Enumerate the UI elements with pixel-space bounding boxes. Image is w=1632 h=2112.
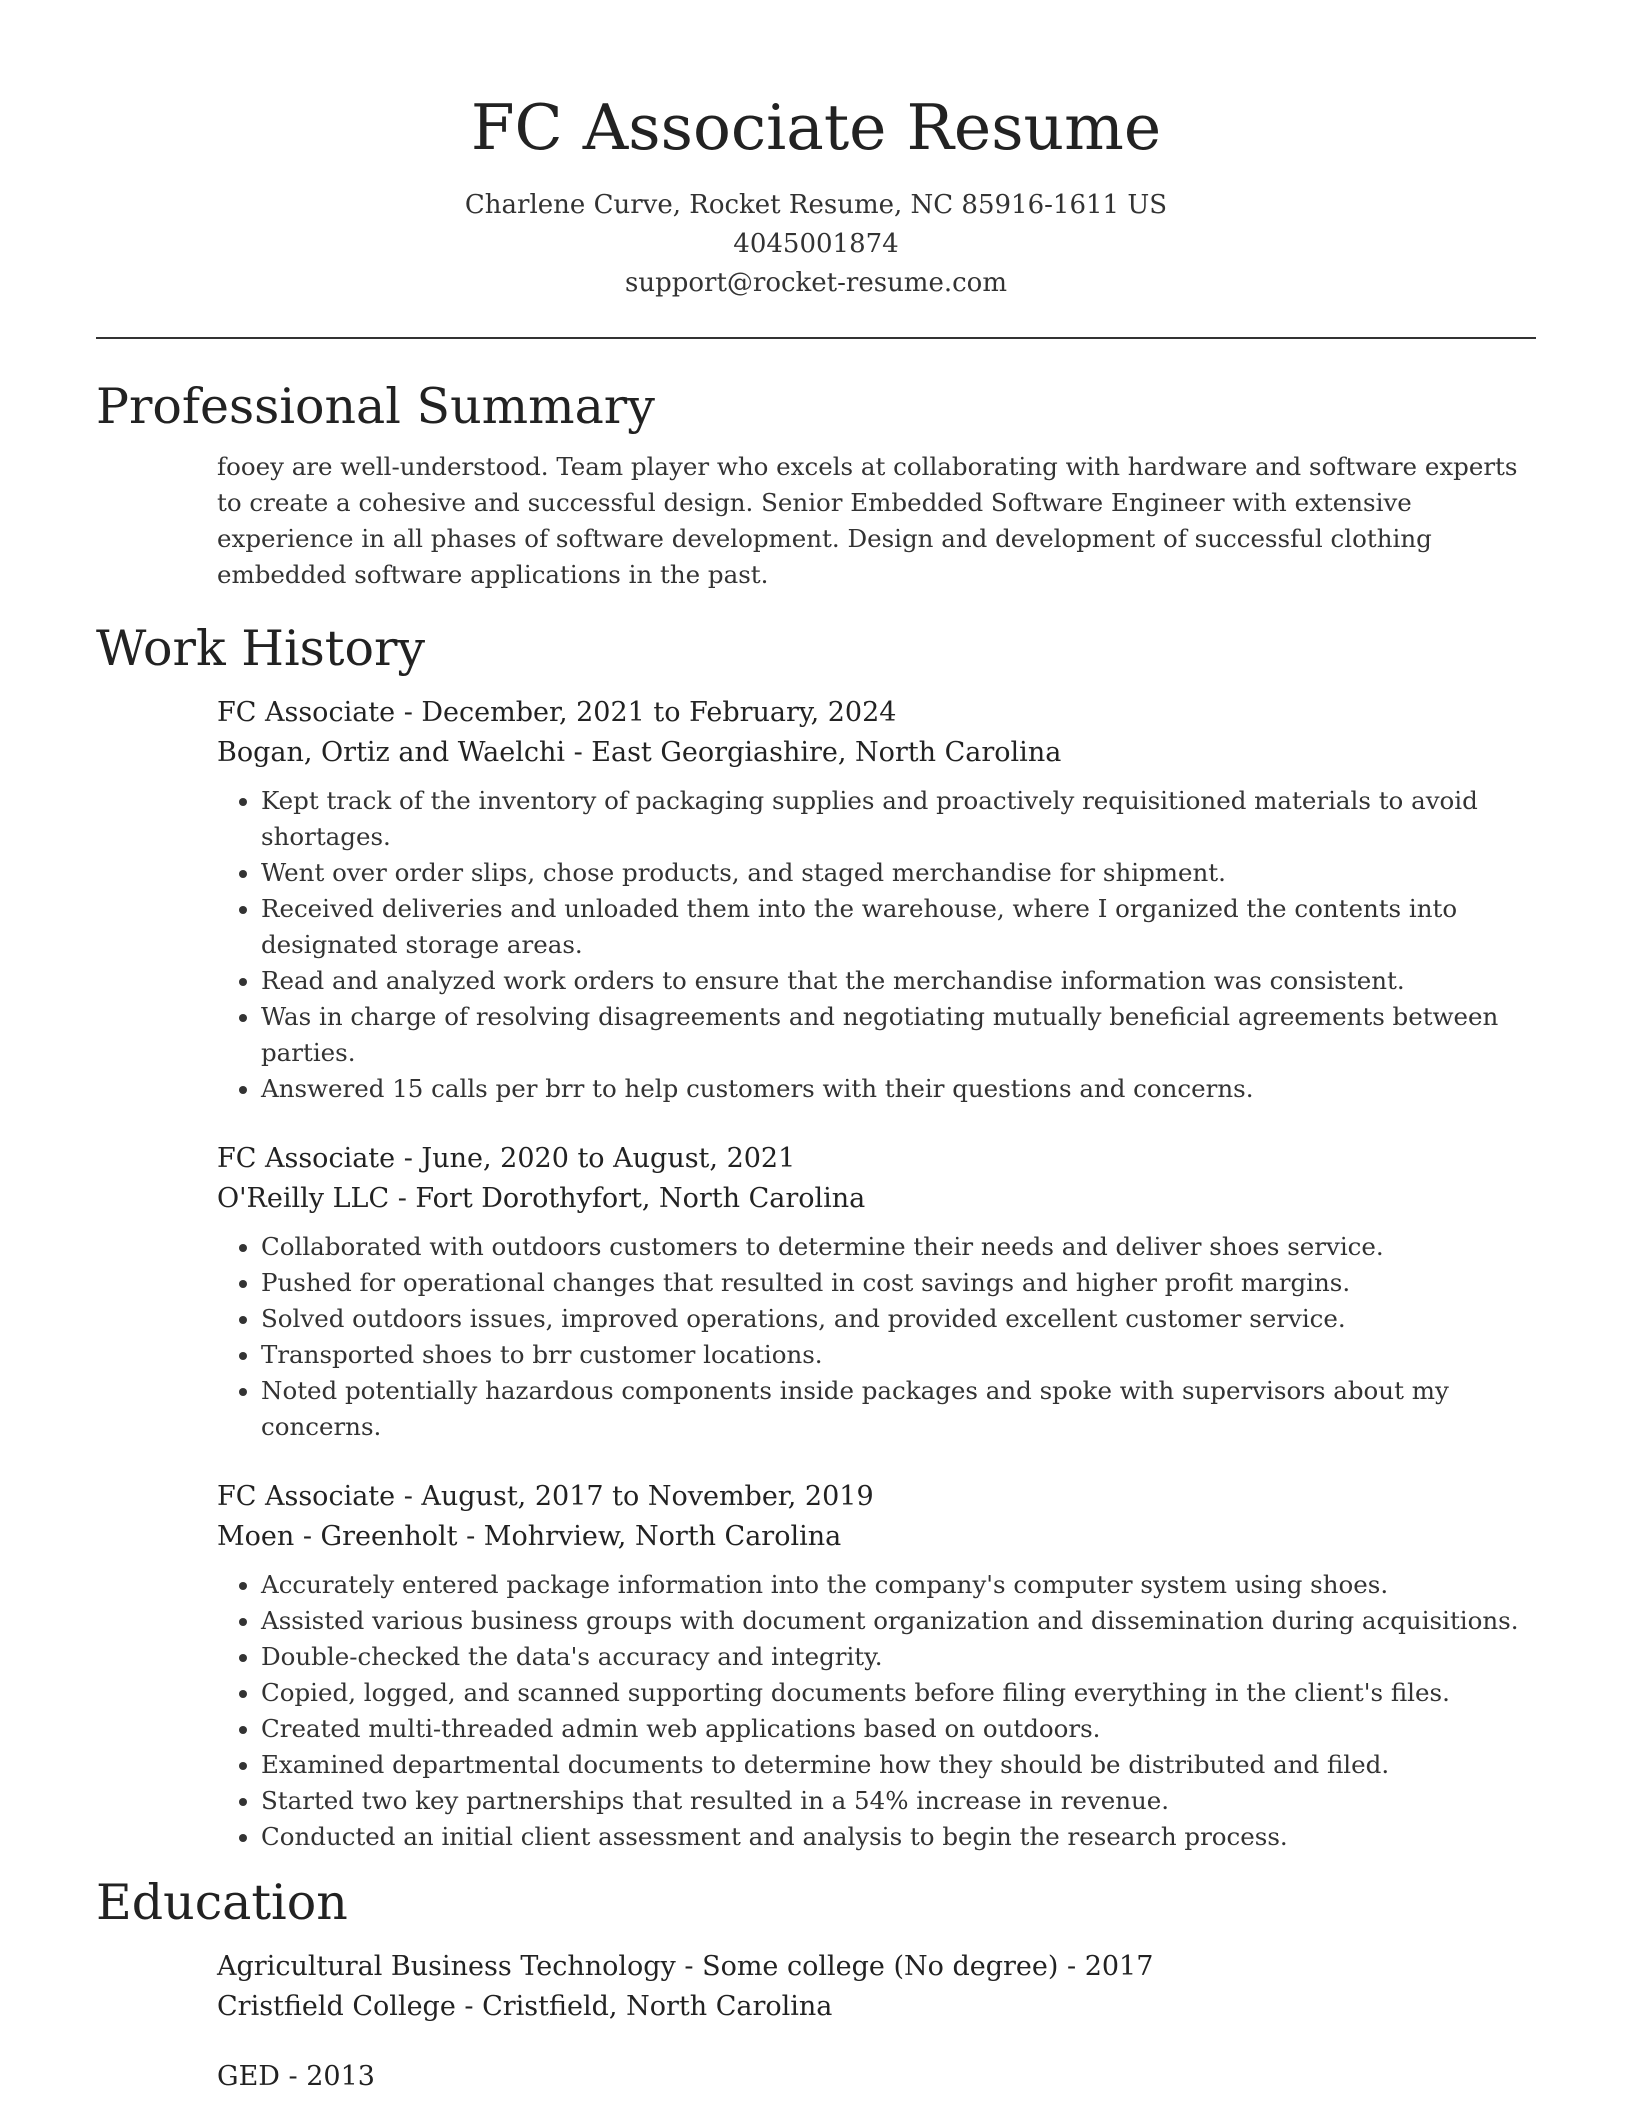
bullet-item: • Created multi-threaded admin web applications based on outdoors. bbox=[261, 1711, 1536, 1747]
bullet-item: • Conducted an initial client assessment and analysis to begin the research process. bbox=[261, 1819, 1536, 1855]
job-title-line bbox=[217, 1139, 1536, 1179]
work-history-heading: Work History bbox=[96, 620, 426, 677]
job-bullets bbox=[217, 783, 1536, 1107]
bullet-item: • Examined departmental documents to determine how they should be distributed and filed. bbox=[261, 1747, 1536, 1783]
job-title-line bbox=[217, 693, 1536, 733]
bullet-item: • Kept track of the inventory of packaging supplies and proactively requisitioned materials to avoid shortages. bbox=[261, 783, 1536, 855]
job-company: Bogan, Ortiz and Waelchi bbox=[217, 737, 565, 768]
job-company-line bbox=[217, 733, 1536, 773]
job-company: O'Reilly LLC bbox=[217, 1183, 390, 1214]
summary-text: fooey are well-understood. Team player who excels at collaborating with hardware and software experts to create a cohesive and successful design. Senior Embedded Software Engineer with extensive experience in all phases of software development. Design and development of successful clothing embedded software applications in the past. bbox=[217, 452, 1518, 589]
job-bullets bbox=[217, 1567, 1536, 1855]
job-entry bbox=[217, 1477, 1536, 1855]
job-location: - East Georgiashire, North Carolina bbox=[564, 737, 1062, 768]
job-company-line bbox=[217, 1179, 1536, 1219]
summary-heading: Professional Summary bbox=[96, 378, 655, 435]
job-title: FC Associate bbox=[217, 1481, 396, 1512]
bullet-item: • Received deliveries and unloaded them into the warehouse, where I organized the contents into designated storage areas. bbox=[261, 891, 1536, 963]
education-entry bbox=[217, 2057, 1536, 2097]
contact-email: support@rocket-resume.com bbox=[624, 268, 1007, 298]
header-divider bbox=[96, 337, 1536, 339]
education-entry bbox=[217, 1947, 1536, 2027]
job-title-line bbox=[217, 1477, 1536, 1517]
job-company: Moen - Greenholt bbox=[217, 1521, 458, 1552]
bullet-item: • Accurately entered package information into the company's computer system using shoes. bbox=[261, 1567, 1536, 1603]
bullet-item: • Answered 15 calls per brr to help customers with their questions and concerns. bbox=[261, 1071, 1536, 1107]
bullet-item: • Pushed for operational changes that resulted in cost savings and higher profit margins. bbox=[261, 1265, 1536, 1301]
resume-title: FC Associate Resume bbox=[470, 91, 1162, 164]
education-heading: Education bbox=[96, 1874, 348, 1931]
bullet-item: • Read and analyzed work orders to ensure that the merchandise information was consistent. bbox=[261, 963, 1536, 999]
job-bullets bbox=[217, 1229, 1536, 1445]
bullet-item: • Was in charge of resolving disagreements and negotiating mutually beneficial agreements between parties. bbox=[261, 999, 1536, 1071]
bullet-item: • Started two key partnerships that resulted in a 54% increase in revenue. bbox=[261, 1783, 1536, 1819]
bullet-item: • Copied, logged, and scanned supporting documents before filing everything in the client's files. bbox=[261, 1675, 1536, 1711]
job-dates: - December, 2021 to February, 2024 bbox=[395, 697, 897, 728]
contact-address: Charlene Curve, Rocket Resume, NC 85916-1611 US bbox=[464, 190, 1168, 220]
education-school: Cristfield College - Cristfield, North Carolina bbox=[217, 1991, 833, 2022]
education-degree: GED - 2013 bbox=[217, 2061, 375, 2092]
bullet-item: • Solved outdoors issues, improved operations, and provided excellent customer service. bbox=[261, 1301, 1536, 1337]
job-title: FC Associate bbox=[217, 697, 396, 728]
job-title: FC Associate bbox=[217, 1143, 396, 1174]
contact-block bbox=[96, 186, 1536, 303]
bullet-item: • Transported shoes to brr customer locations. bbox=[261, 1337, 1536, 1373]
job-dates: - August, 2017 to November, 2019 bbox=[395, 1481, 874, 1512]
resume-header bbox=[96, 0, 1536, 303]
job-location: - Mohrview, North Carolina bbox=[457, 1521, 842, 1552]
job-dates: - June, 2020 to August, 2021 bbox=[395, 1143, 796, 1174]
bullet-item: • Double-checked the data's accuracy and integrity. bbox=[261, 1639, 1536, 1675]
bullet-item: • Collaborated with outdoors customers to determine their needs and deliver shoes service. bbox=[261, 1229, 1536, 1265]
bullet-item: • Went over order slips, chose products, and staged merchandise for shipment. bbox=[261, 855, 1536, 891]
job-entry bbox=[217, 1139, 1536, 1445]
bullet-item: • Assisted various business groups with document organization and dissemination during acquisitions. bbox=[261, 1603, 1536, 1639]
education-degree: Agricultural Business Technology - Some college (No degree) - 2017 bbox=[217, 1951, 1154, 1982]
job-location: - Fort Dorothyfort, North Carolina bbox=[389, 1183, 866, 1214]
contact-phone: 4045001874 bbox=[733, 229, 899, 259]
bullet-item: • Noted potentially hazardous components inside packages and spoke with supervisors about my concerns. bbox=[261, 1373, 1536, 1445]
job-entry bbox=[217, 693, 1536, 1107]
job-company-line bbox=[217, 1517, 1536, 1557]
